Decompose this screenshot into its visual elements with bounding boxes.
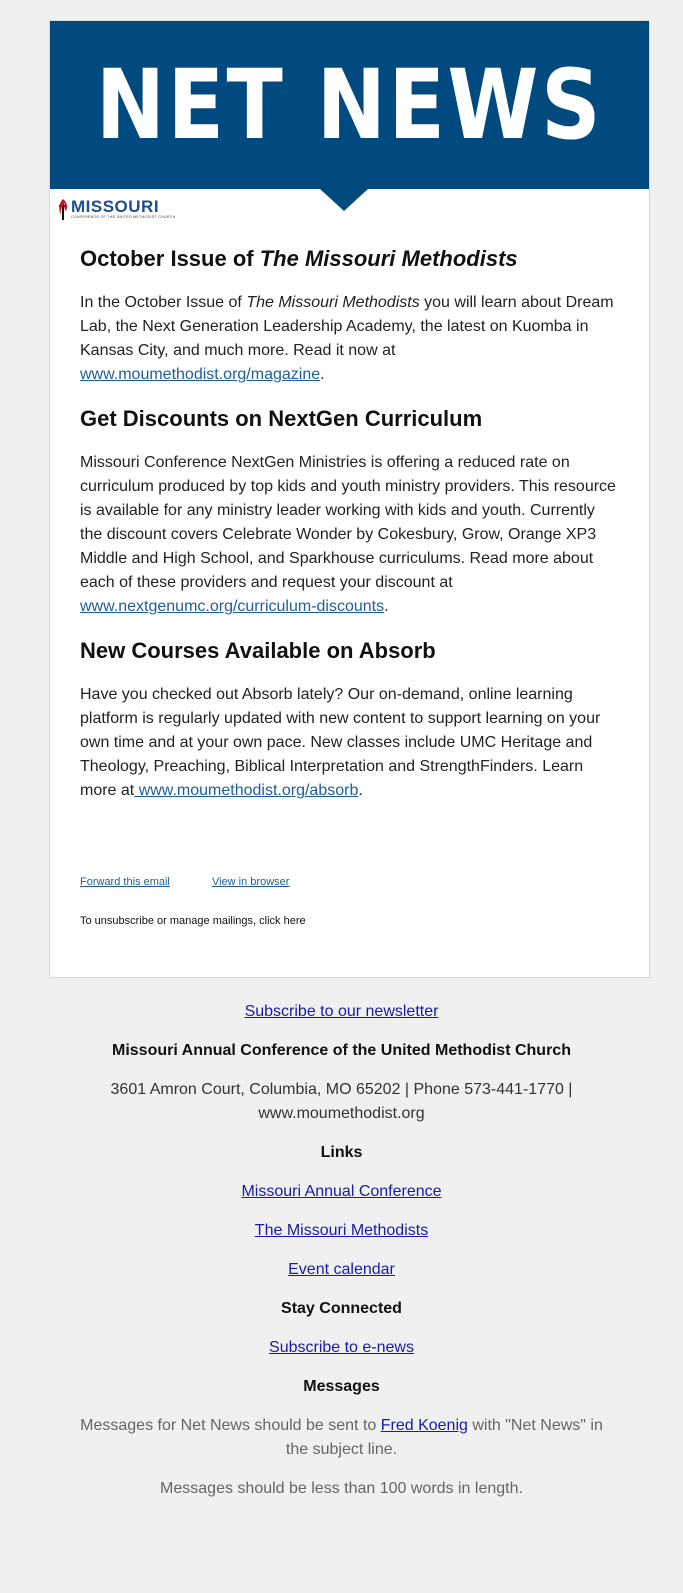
email-actions [80, 876, 620, 888]
logo-name: MISSOURI [71, 197, 160, 216]
article-absorb [80, 633, 620, 803]
article-magazine [80, 241, 620, 387]
article-list [80, 241, 620, 817]
banner-notch [320, 189, 368, 211]
missouri-logo [57, 196, 176, 222]
forward-email-link[interactable]: Forward this email [80, 876, 170, 888]
curriculum-discounts-link[interactable]: www.nextgenumc.org/curriculum-discounts [80, 598, 385, 615]
subscribe-enews-link[interactable]: Subscribe to e-news [269, 1339, 414, 1356]
absorb-link[interactable]: www.moumethodist.org/absorb [134, 782, 359, 799]
links-heading: Links [320, 1144, 363, 1161]
event-calendar-link[interactable]: Event calendar [288, 1261, 395, 1278]
unsubscribe-text[interactable]: To unsubscribe or manage mailings, click here [80, 915, 306, 927]
messages-instructions: Messages for Net News should be sent to Fred Koenig with "Net News" in the subject line. [80, 1417, 603, 1458]
article-nextgen [80, 401, 620, 619]
view-in-browser-link[interactable]: View in browser [211, 876, 290, 888]
article-title: New Courses Available on Absorb [80, 638, 436, 663]
missouri-methodists-link[interactable]: The Missouri Methodists [254, 1222, 429, 1239]
page-footer [0, 1000, 683, 1501]
article-title: Get Discounts on NextGen Curriculum [80, 406, 483, 431]
stay-connected-heading: Stay Connected [281, 1300, 402, 1317]
cross-flame-icon [57, 197, 69, 221]
banner-title: NET NEWS [95, 49, 604, 161]
article-body: Missouri Conference NextGen Ministries is offering a reduced rate on curriculum produced by top kids and youth ministry providers. This resource is available for any ministry leader working with kids and youth. Currently the discount covers Celebrate Wonder by Cokesbury, Grow, Orange XP3 Middle and High School, and Sparkhouse curriculums. Read more about each of these providers and request your discount at www.nextgenumc.org/curriculum-discounts. [80, 454, 616, 615]
article-body: Have you checked out Absorb lately? Our on-demand, online learning platform is regularly updated with new content to support learning on your own time and at your own pace. New classes include UMC Heritage and Theology, Preaching, Biblical Interpretation and StrengthFinders. Learn more at www.moumethodist.org/absorb. [80, 686, 601, 799]
messages-length-note: Messages should be less than 100 words in length. [160, 1480, 523, 1497]
magazine-link[interactable]: www.moumethodist.org/magazine [80, 366, 321, 383]
logo-subtitle: CONFERENCE OF THE UNITED METHODIST CHURCH [71, 215, 176, 219]
newsletter-card [49, 20, 650, 978]
article-body: In the October Issue of The Missouri Methodists you will learn about Dream Lab, the Next Generation Leadership Academy, the latest on Kuomba in Kansas City, and much more. Read it now at www.moumethodist.org/magazine. [80, 294, 614, 383]
subscribe-newsletter-link[interactable]: Subscribe to our newsletter [244, 1003, 439, 1020]
messages-heading: Messages [303, 1378, 380, 1395]
fred-koenig-link[interactable]: Fred Koenig [380, 1417, 468, 1434]
article-title: October Issue of The Missouri Methodists [80, 246, 518, 271]
org-name: Missouri Annual Conference of the United Methodist Church [112, 1042, 571, 1059]
banner [50, 21, 649, 189]
org-address: 3601 Amron Court, Columbia, MO 65202 | Phone 573-441-1770 | www.moumethodist.org [110, 1081, 573, 1122]
missouri-conference-link[interactable]: Missouri Annual Conference [241, 1183, 442, 1200]
